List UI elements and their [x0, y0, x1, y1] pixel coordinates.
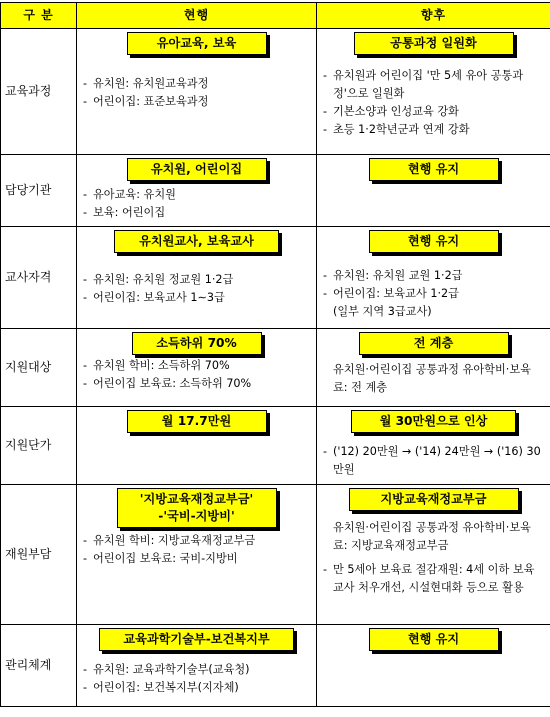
- current-list: [83, 186, 310, 222]
- list-item: - 어린이집: 보육교사 1∼3급: [83, 289, 310, 307]
- list-item: 유치원·어린이집 공통과정 유아학비·보육료: 전 계층: [333, 363, 531, 394]
- current-summary-box: 월 17.7만원: [127, 410, 267, 433]
- list-item: - ('12) 20만원 → ('14) 24만원 → ('16) 30만원: [323, 443, 544, 479]
- header-current: 현행: [77, 3, 317, 29]
- table-row: [1, 227, 550, 329]
- current-list: [83, 357, 310, 393]
- current-list: [83, 271, 310, 307]
- list-item: - 유치원: 유치원 정교원 1·2급: [83, 271, 310, 289]
- future-summary-box: 현행 유지: [369, 158, 499, 181]
- current-cell: [77, 407, 317, 485]
- table-row: [1, 329, 550, 407]
- row-category: 지원대상: [1, 329, 77, 407]
- future-cell: [317, 29, 550, 155]
- row-category: 교사자격: [1, 227, 77, 329]
- current-summary-box: 소득하위 70%: [132, 332, 262, 355]
- list-item: - 유치원과 어린이집 '만 5세 유아 공통과정'으로 일원화: [323, 67, 544, 103]
- list-item: - 어린이집: 보육교사 1·2급: [323, 285, 544, 303]
- list-item: - 유치원 학비: 지방교육재정교부금: [83, 532, 310, 550]
- header-row: [1, 3, 550, 29]
- current-summary-box: [117, 488, 277, 528]
- current-summary-box: 교육과학기술부-보건복지부: [99, 628, 294, 651]
- future-summary-box: 현행 유지: [369, 230, 499, 253]
- list-item: - 초등 1·2학년군과 연계 강화: [323, 121, 544, 139]
- row-category: 관리체계: [1, 625, 77, 707]
- header-future: 향후: [317, 3, 550, 29]
- list-item: 유치원·어린이집 공통과정 유아학비·보육료: 지방교육재정교부금: [333, 521, 531, 552]
- comparison-table: [0, 2, 550, 707]
- row-category: 지원단가: [1, 407, 77, 485]
- list-item: - 만 5세아 보육료 절감재원: 4세 이하 보육교사 처우개선, 시설현대화 등으로 활용: [323, 561, 544, 597]
- future-cell: [317, 407, 550, 485]
- table-row: [1, 625, 550, 707]
- list-item: - 유치원 학비: 소득하위 70%: [83, 357, 310, 375]
- future-cell: [317, 155, 550, 227]
- current-summary-box: 유치원, 어린이집: [127, 158, 267, 181]
- current-cell: [77, 625, 317, 707]
- future-summary-box: 공통과정 일원화: [354, 32, 514, 55]
- future-cell: [317, 329, 550, 407]
- current-list: [83, 661, 310, 697]
- future-summary-box: 전 계층: [359, 332, 509, 355]
- future-list: [323, 67, 544, 139]
- future-list: [323, 443, 544, 479]
- current-list: [83, 75, 310, 111]
- current-box-line: -'국비-지방비': [158, 509, 235, 523]
- current-cell: [77, 329, 317, 407]
- current-summary-box: 유아교육, 보육: [127, 32, 267, 55]
- list-item: - 어린이집 보육료: 국비-지방비: [83, 550, 310, 568]
- list-item: - 보육: 어린이집: [83, 204, 310, 222]
- current-cell: [77, 29, 317, 155]
- table-row: [1, 155, 550, 227]
- list-item: - 유치원: 교육과학기술부(교육청): [83, 661, 310, 679]
- list-item: - 유치원: 유치원교육과정: [83, 75, 310, 93]
- future-list: [323, 361, 544, 397]
- current-box-line: '지방교육재정교부금': [139, 492, 254, 506]
- future-summary-box: 지방교육재정교부금: [349, 488, 519, 511]
- current-list: [83, 532, 310, 568]
- list-item: - 유아교육: 유치원: [83, 186, 310, 204]
- future-list: [323, 267, 544, 321]
- future-summary-box: 현행 유지: [369, 628, 499, 651]
- table-row: [1, 29, 550, 155]
- current-summary-box: 유치원교사, 보육교사: [114, 230, 279, 253]
- future-list: [323, 519, 544, 597]
- list-item: - 어린이집: 표준보육과정: [83, 93, 310, 111]
- table-row: [1, 485, 550, 625]
- row-category: 재원부담: [1, 485, 77, 625]
- future-cell: [317, 625, 550, 707]
- header-category: 구 분: [1, 3, 77, 29]
- current-cell: [77, 227, 317, 329]
- list-item: - 기본소양과 인성교육 강화: [323, 103, 544, 121]
- table-row: [1, 407, 550, 485]
- future-summary-box: 월 30만원으로 인상: [351, 410, 516, 433]
- list-item: - 어린이집: 보건복지부(지자체): [83, 679, 310, 697]
- future-note: (일부 지역 3급교사): [333, 305, 432, 318]
- future-cell: [317, 485, 550, 625]
- list-item: - 유치원: 유치원 교원 1·2급: [323, 267, 544, 285]
- row-category: 담당기관: [1, 155, 77, 227]
- current-cell: [77, 485, 317, 625]
- current-cell: [77, 155, 317, 227]
- list-item: - 어린이집 보육료: 소득하위 70%: [83, 375, 310, 393]
- row-category: 교육과정: [1, 29, 77, 155]
- future-cell: [317, 227, 550, 329]
